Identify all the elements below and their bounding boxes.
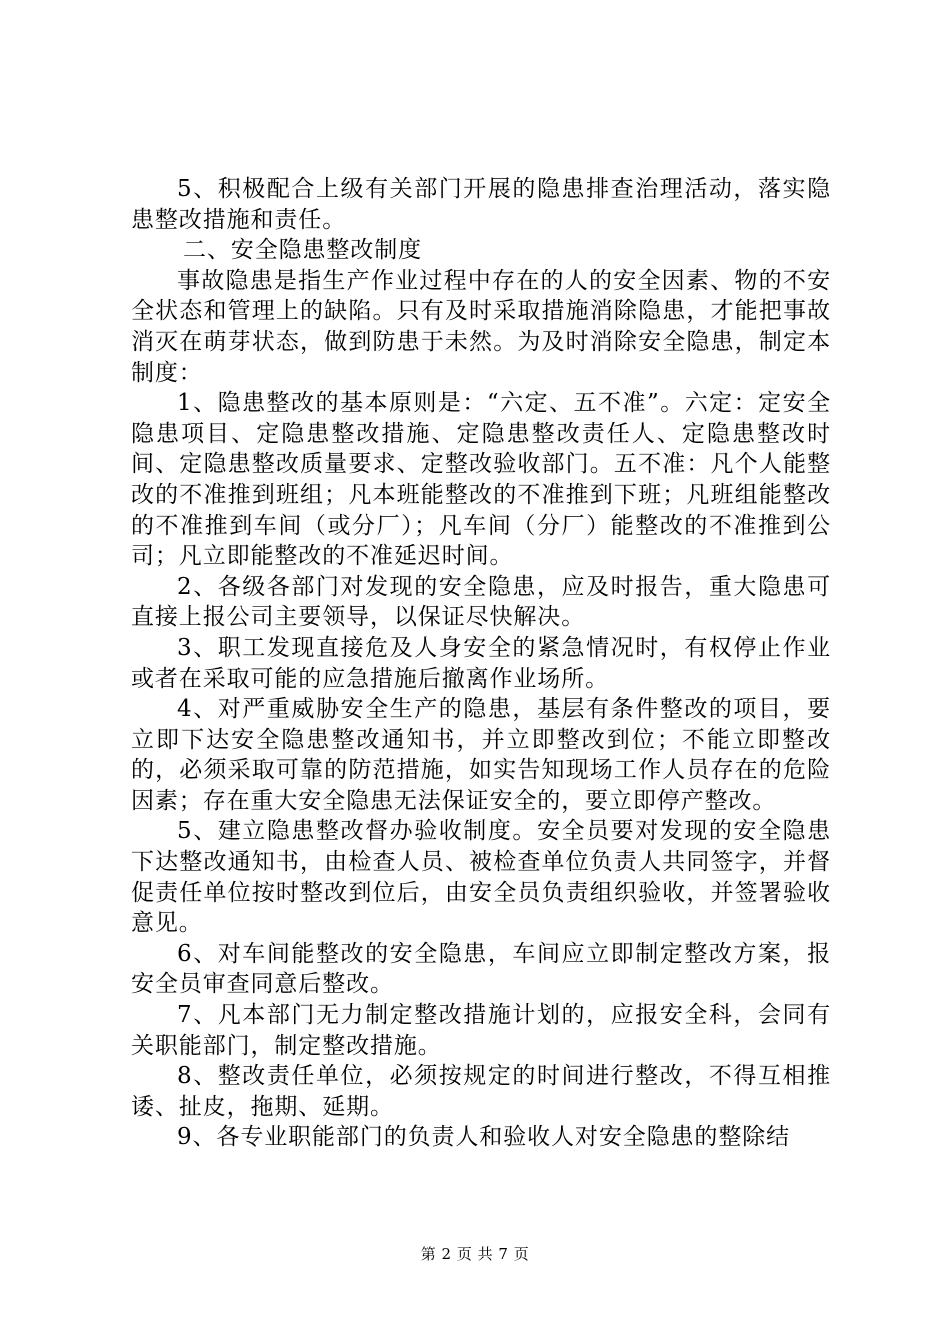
paragraph-item-5: 5、建立隐患整改督办验收制度。安全员要对发现的安全隐患下达整改通知书，由检查人员、被检查单位负责人共同签字，并督促责任单位按时整改到位后，由安全员负责组织验收，并签署验收意见。 xyxy=(131,818,831,937)
paragraph-item-7: 7、凡本部门无力制定整改措施计划的，应报安全科，会同有关职能部门，制定整改措施。 xyxy=(131,1002,831,1059)
paragraph-item-6: 6、对车间能整改的安全隐患，车间应立即制定整改方案，报安全员审查同意后整改。 xyxy=(131,940,831,998)
paragraph-item-3: 3、职工发现直接危及人身安全的紧急情况时，有权停止作业或者在采取可能的应急措施后撤离作业场所。 xyxy=(131,634,831,692)
section-heading: 二、安全隐患整改制度 xyxy=(183,237,422,264)
paragraph-item-9: 9、各专业职能部门的负责人和验收人对安全隐患的整除结 xyxy=(177,1124,791,1151)
document-body xyxy=(131,174,831,1153)
page-number-footer: 第 2 页 共 7 页 xyxy=(420,1245,530,1263)
intro-paragraph: 事故隐患是指生产作业过程中存在的人的安全因素、物的不安全状态和管理上的缺陷。只有及时采取措施消除隐患，才能把事故消灭在萌芽状态，做到防患于未然。为及时消除安全隐患，制定本制度： xyxy=(131,267,831,386)
paragraph-item-1: 1、隐患整改的基本原则是：“六定、五不准”。六定：定安全隐患项目、定隐患整改措施、定隐患整改责任人、定隐患整改时间、定隐患整改质量要求、定整改验收部门。五不准：凡个人能整改的不准推到班组；凡本班能整改的不准推到下班；凡班组能整改的不准推到车间（或分厂）；凡车间（分厂）能整改的不准推到公司；凡立即能整改的不准延迟时间。 xyxy=(131,390,831,570)
paragraph-item-8: 8、整改责任单位，必须按规定的时间进行整改，不得互相推诿、扯皮，拖期、延期。 xyxy=(131,1063,831,1120)
paragraph-item-5-prev-section: 5、积极配合上级有关部门开展的隐患排查治理活动，落实隐患整改措施和责任。 xyxy=(131,176,831,233)
paragraph-item-4: 4、对严重威胁安全生产的隐患，基层有条件整改的项目，要立即下达安全隐患整改通知书，并立即整改到位；不能立即整改的，必须采取可靠的防范措施，如实告知现场工作人员存在的危险因素；存在重大安全隐患无法保证安全的，要立即停产整改。 xyxy=(131,696,831,814)
paragraph-item-2: 2、各级各部门对发现的安全隐患，应及时报告，重大隐患可直接上报公司主要领导，以保证尽快解决。 xyxy=(131,573,831,631)
